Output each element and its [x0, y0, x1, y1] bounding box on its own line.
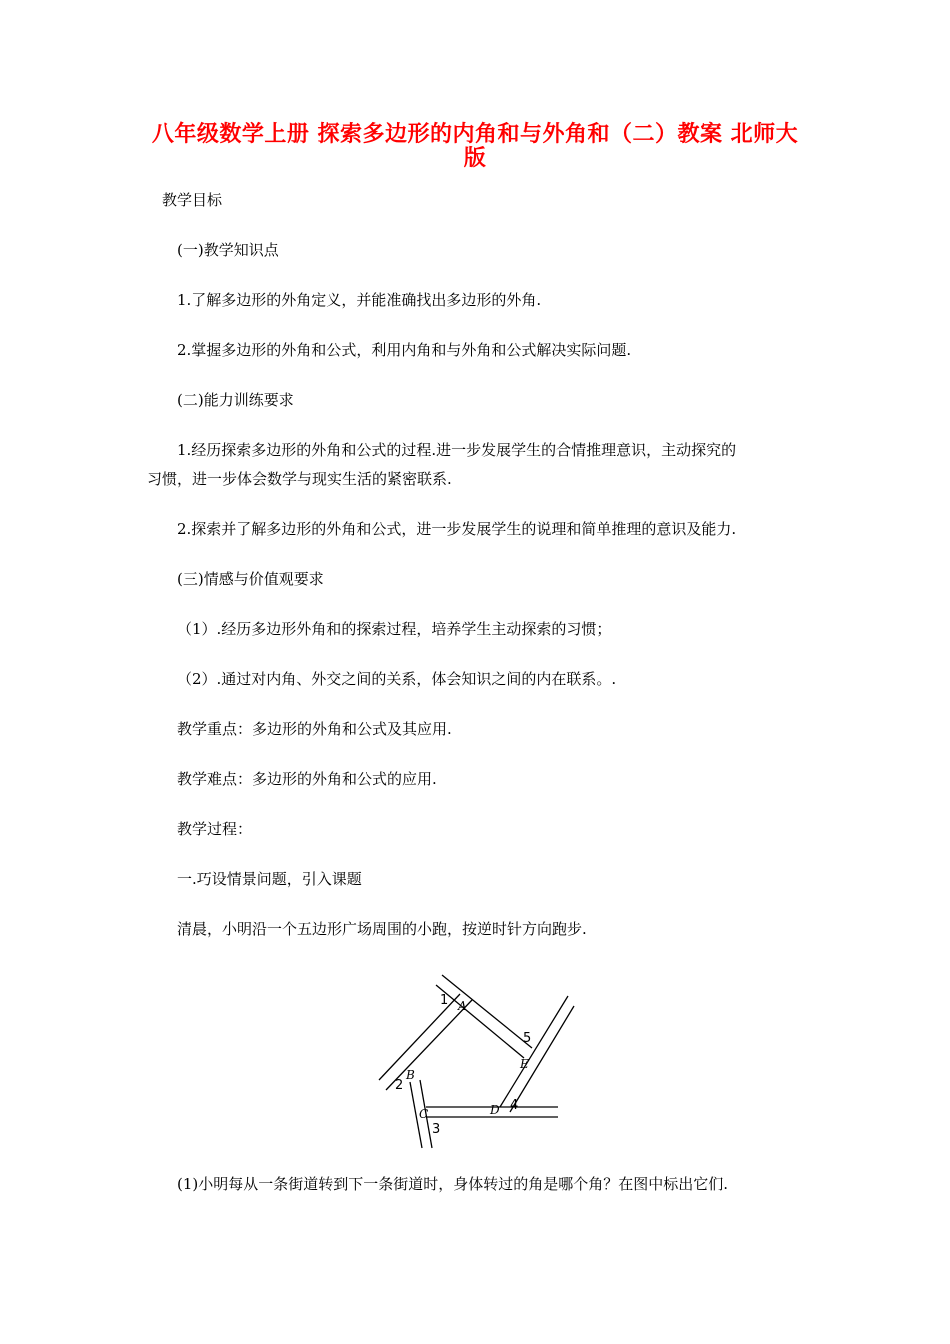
pentagon-streets-figure [376, 972, 576, 1150]
angle-label-4: 4 [510, 1098, 519, 1113]
section-knowledge: (一)教学知识点 [177, 241, 279, 259]
title-line-1: 八年级数学上册 探索多边形的内角和与外角和（二）教案 北师大 [151, 121, 799, 147]
key-point: 教学重点：多边形的外角和公式及其应用. [177, 720, 452, 738]
knowledge-item-1: 1.了解多边形的外角定义，并能准确找出多边形的外角. [177, 291, 542, 309]
angle-label-5: 5 [523, 1031, 532, 1046]
section-values: (三)情感与价值观要求 [177, 570, 324, 588]
document-title [130, 122, 820, 170]
vertex-label-d: D [490, 1103, 500, 1117]
ability-item-1-line-1: 1.经历探索多边形的外角和公式的过程.进一步发展学生的合情推理意识，主动探究的 [177, 441, 737, 459]
knowledge-item-2: 2.掌握多边形的外角和公式，利用内角和与外角和公式解决实际问题. [177, 341, 632, 359]
values-item-2: （2）.通过对内角、外交之间的关系，体会知识之间的内在联系。. [177, 670, 617, 688]
vertex-label-b: B [406, 1068, 415, 1082]
ability-item-1-line-2: 习惯，进一步体会数学与现实生活的紧密联系. [147, 470, 452, 488]
section-ability: (二)能力训练要求 [177, 391, 294, 409]
vertex-label-c: C [419, 1107, 429, 1121]
pentagon-diagram [376, 972, 576, 1150]
heading-objectives: 教学目标 [162, 191, 223, 209]
values-item-1: （1）.经历多边形外角和的探索过程，培养学生主动探索的习惯； [177, 620, 612, 638]
question-1: (1)小明每从一条街道转到下一条街道时，身体转过的角是哪个角？在图中标出它们. [177, 1175, 729, 1193]
title-line-2: 版 [463, 145, 487, 171]
angle-label-1: 1 [440, 993, 449, 1008]
angle-label-3: 3 [432, 1122, 441, 1137]
process-heading: 教学过程： [177, 820, 253, 838]
vertex-label-a: A [458, 999, 467, 1013]
step-1: 一.巧设情景问题，引入课题 [177, 870, 362, 888]
vertex-label-e: E [520, 1057, 529, 1071]
scenario: 清晨，小明沿一个五边形广场周围的小跑，按逆时针方向跑步. [177, 920, 587, 938]
difficulty: 教学难点：多边形的外角和公式的应用. [177, 770, 437, 788]
ability-item-2: 2.探索并了解多边形的外角和公式，进一步发展学生的说理和简单推理的意识及能力. [177, 520, 737, 538]
angle-label-2: 2 [395, 1078, 404, 1093]
